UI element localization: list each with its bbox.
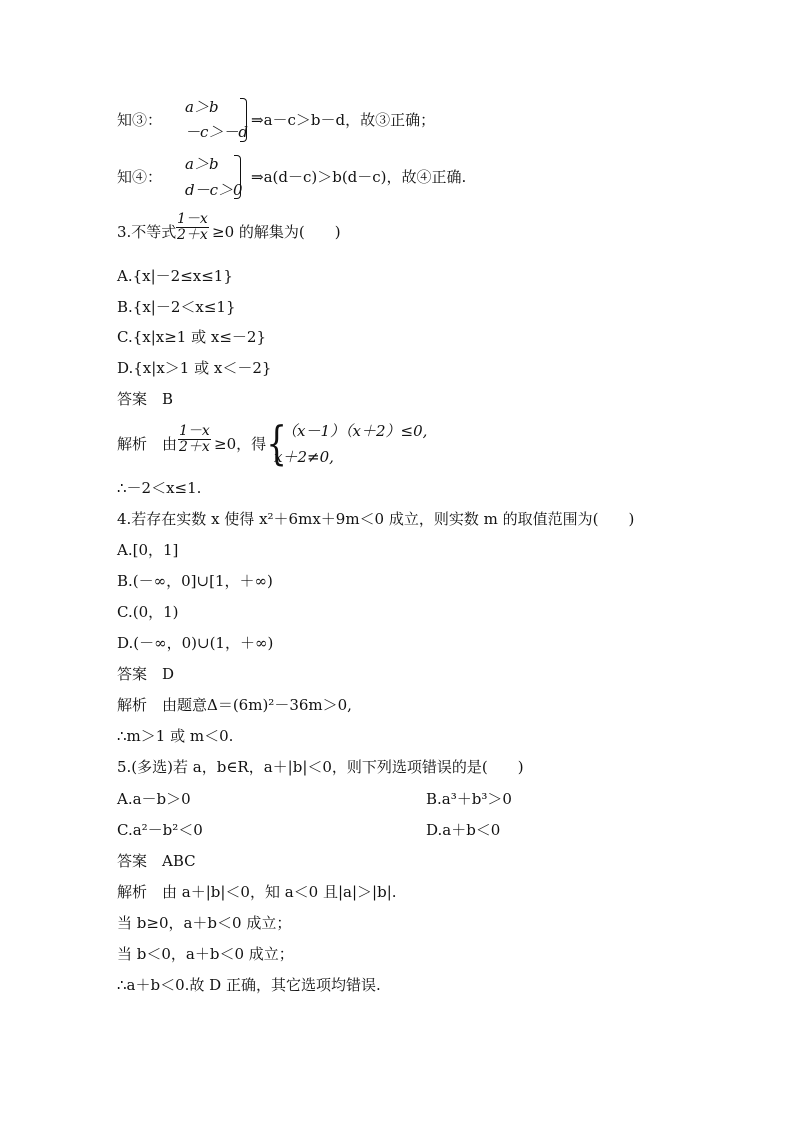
left-brace: { [266, 416, 287, 470]
q5-answer: 答案 ABC [117, 852, 196, 870]
q5-option-a: A.a－b＞0 [117, 790, 191, 808]
block1-top: a＞b [185, 98, 219, 116]
frac-numerator: 1－x [177, 211, 208, 227]
q3-analysis-fraction [178, 424, 211, 455]
q4-option-b: B.(－∞，0]∪[1，＋∞) [117, 572, 273, 590]
block2-result: ⇒a(d－c)＞b(d－c)，故④正确. [251, 168, 467, 186]
q5-case1: 当 b≥0，a＋b＜0 成立； [117, 914, 292, 932]
block1-prefix: 知③： [117, 111, 163, 129]
q5-conclusion: ∴a＋b＜0.故 D 正确，其它选项均错误. [117, 976, 381, 994]
q3-system-line1: （x－1）（x＋2）≤0, [282, 422, 428, 440]
right-brace [240, 98, 247, 142]
q5-case2: 当 b＜0，a＋b＜0 成立； [117, 945, 294, 963]
q4-conclusion: ∴m＞1 或 m＜0. [117, 727, 234, 745]
q4-option-a: A.[0，1] [117, 541, 179, 559]
block2-bottom: d－c＞0 [185, 181, 243, 199]
q4-option-d: D.(－∞，0)∪(1，＋∞) [117, 634, 274, 652]
q4-answer: 答案 D [117, 665, 175, 683]
q5-analysis: 解析 由 a＋|b|＜0，知 a＜0 且|a|＞|b|. [117, 883, 397, 901]
frac-denominator: 2＋x [179, 439, 210, 455]
q3-answer: 答案 B [117, 390, 174, 408]
q3-conclusion: ∴－2＜x≤1. [117, 479, 202, 497]
q3-stem-pre: 3.不等式 [117, 223, 177, 241]
q3-option-c: C.{x|x≥1 或 x≤－2} [117, 328, 266, 346]
frac-denominator: 2＋x [177, 227, 208, 243]
q3-system-line2: x＋2≠0, [274, 448, 334, 466]
q5-option-b: B.a³＋b³＞0 [426, 790, 512, 808]
q3-analysis-pre: 解析 由 [117, 435, 178, 453]
q4-option-c: C.(0，1) [117, 603, 179, 621]
q5-option-d: D.a＋b＜0 [426, 821, 501, 839]
q3-option-b: B.{x|－2＜x≤1} [117, 298, 236, 316]
q5-option-c: C.a²－b²＜0 [117, 821, 203, 839]
block2-top: a＞b [185, 155, 219, 173]
block2-prefix: 知④： [117, 168, 163, 186]
q3-stem-post: ≥0 的解集为( ) [212, 223, 341, 241]
q5-stem: 5.(多选)若 a，b∈R，a＋|b|＜0，则下列选项错误的是( ) [117, 758, 524, 776]
q4-stem: 4.若存在实数 x 使得 x²＋6mx＋9m＜0 成立，则实数 m 的取值范围为( ) [117, 510, 635, 528]
q3-option-a: A.{x|－2≤x≤1} [117, 267, 233, 285]
block1-result: ⇒a－c＞b－d，故③正确； [251, 111, 436, 129]
frac-numerator: 1－x [179, 423, 210, 439]
q3-analysis-mid: ≥0，得 [214, 435, 267, 453]
q3-fraction [176, 212, 209, 243]
q4-analysis: 解析 由题意Δ＝(6m)²－36m＞0, [117, 696, 352, 714]
q3-option-d: D.{x|x＞1 或 x＜－2} [117, 359, 272, 377]
right-brace [234, 155, 241, 199]
block1-bottom: －c＞－d [185, 123, 249, 141]
